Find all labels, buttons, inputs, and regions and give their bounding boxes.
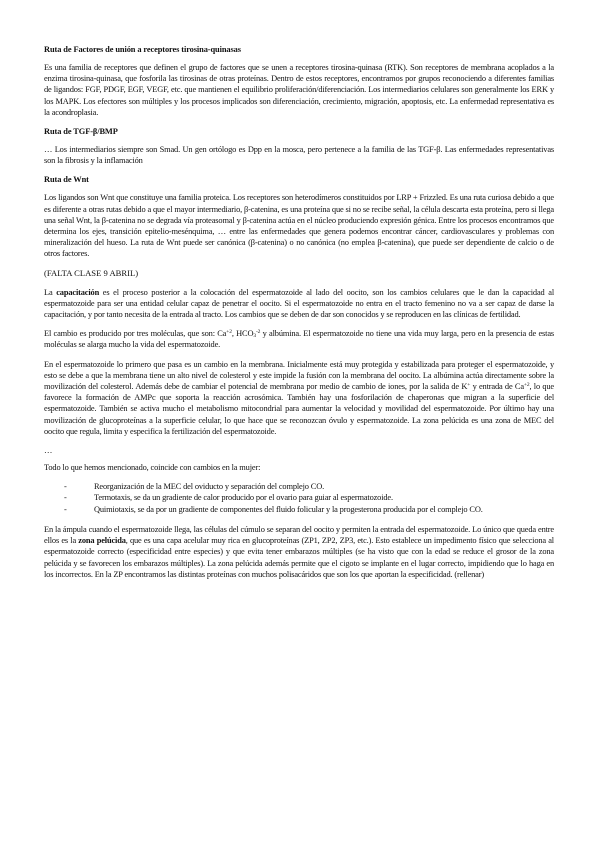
- zona-text: , que es una capa acelular muy rica en glucoproteínas (ZP1, ZP2, ZP3, etc.). Esto establece un impedimento físico que selecciona al espermatozoide correcto (especificidad entre especies) y que evita tener embarazos múltiples (se ha visto que con la edad se reduce el grosor de la zona pelúcida y se favorecen los embarazos múltiples). La zona pelúcida además permite que el cigoto se implante en el lugar correcto, impidiendo que lo haga en los incorrectos. En la ZP encontramos las distintas proteínas con muchos polisacáridos que son los que aportan la especificidad. (rellenar): [44, 536, 554, 579]
- zona-lead: En la ámpula cuando el espermatozoide llega, las células del cúmulo se separan del oocito y permiten la entrada del espermatozoide. Lo único que queda entre ellos es la: [44, 524, 554, 546]
- bicarbonate-charge: -2: [255, 329, 261, 336]
- zona-term: zona pelúcida: [78, 536, 126, 546]
- paragraph-tyrosine-kinase: Es una familia de receptores que definen el grupo de factores que se unen a receptores tirosina-quinasa (RTK). Son receptores de membrana acoplados a la enzima tirosina-quinasa, que fosforila las tirosinas de otras proteínas. Dentro de estos receptores, encontramos por grupos reconociendo a diferentes familias de ligandos: FGF, PDGF, EGF, VEGF, etc. que mantienen el equilibrio proliferación/diferenciación. Los intermediarios celulares son generalmente los ERK y los MAPK. Los efectores son múltiples y los procesos implicados son diferenciación, crecimiento, migración, apoptosis, etc. La enfermedad representativa es la acondroplasia.: [44, 63, 554, 117]
- paragraph-membrane: [44, 359, 554, 437]
- changes-list: [44, 481, 554, 515]
- heading-wnt: Ruta de Wnt: [44, 175, 89, 185]
- paragraph-tgf-beta: … Los intermediarios siempre son Smad. Un gen ortólogo es Dpp en la mosca, pero pertenece a la familia de las TGF-β. Las enfermedades representativas son la fibrosis y la inflamación: [44, 145, 554, 166]
- paragraph-molecules: [44, 328, 554, 350]
- molecules-text: y albúmina. El espermatozoide no tiene una vida muy larga, pero en la presencia de estas moléculas se alarga mucho la vida del espermatozoide.: [44, 329, 554, 350]
- capacitation-lead: La: [44, 287, 57, 297]
- list-item-text: Reorganización de la MEC del oviducto y separación del complejo CO.: [94, 482, 325, 492]
- capacitation-term: capacitación: [56, 287, 100, 297]
- ellipsis: …: [44, 446, 53, 456]
- membrane-text-2: y entrada de Ca: [470, 382, 524, 392]
- calcium-charge-2: +2: [523, 382, 530, 389]
- missing-class-note: (FALTA CLASE 9 ABRIL): [44, 267, 139, 278]
- heading-tgf-beta: Ruta de TGF-β/BMP: [44, 127, 118, 137]
- calcium-charge: +2: [226, 329, 232, 336]
- membrane-text-1: En el espermatozoide lo primero que pasa es un cambio en la membrana. Inicialmente está muy protegida y estabilizada para proteger el espermatozoide, y esto se debe a que la membrana tiene un alto nivel de colesterol y este impide la fusión con la membrana del oocito. La albúmina actúa directamente sobre la movilización del colesterol. Además debe de cambiar el potencial de membrana por medio de cambio de iones, por la salida de K: [44, 359, 554, 392]
- bullet-dash: -: [64, 482, 67, 492]
- bullet-dash: -: [64, 504, 67, 514]
- heading-tyrosine-kinase: Ruta de Factores de unión a receptores tirosina-quinasas: [44, 45, 241, 54]
- capacitation-text: es el proceso posterior a la colocación del espermatozoide al lado del oocito, son los cambios celulares que le dan la capacidad al espermatozoide para ser una entidad celular capaz de penetrar el oocito. Si el espermatozoide no entra en el tracto femenino no va a ser capaz de darse la capacitación, y por tanto necesita de la entrada al tracto. Los cambios que se deben de dar son conocidos y se reproducen en las clínicas de fertilidad.: [44, 287, 554, 320]
- list-item-text: Quimiotaxis, se da por un gradiente de componentes del fluido folicular y la progesterona producida por el complejo CO.: [94, 504, 483, 514]
- membrane-text-3: , lo que favorece la formación de AMPc que soporta la reacción acrosómica. También hay una fosforilación de chaperonas que migran a la superficie del espermatozoide. También se activa mucho el metabolismo mitocondrial para aumentar la velocidad y movilidad del espermatozoide. Por último hay una movilización de glucoproteínas a la superficie celular, lo que hace que se reconozcan óvulo y espermatozoide. La zona pelúcida es una zona de MEC del oocito que regula, limita y especifica la fertilización del espermatozoide.: [44, 382, 554, 436]
- list-intro: Todo lo que hemos mencionado, coincide con cambios en la mujer:: [44, 463, 261, 473]
- paragraph-wnt: Los ligandos son Wnt que constituye una familia proteica. Los receptores son heterodímeros constituidos por LRP + Frizzled. Es una ruta curiosa debido a que es diferente a otras rutas debido a que el mayor intermediario, β-catenina, es una proteína que si no se recibe señal, la célula descarta esta proteína, pero si llega una señal Wnt, la β-catenina no se degrada vía proteasomal y β-catenina actúa en el núcleo produciendo expresión génica. Entre los procesos encontramos que determina los ejes, transición epitelio-mesénquima, … entre las enfermedades que genera podemos encontrar cáncer, cardiovasculares y problemas con mineralización del hueso. La ruta de Wnt puede ser canónica (β-catenina) o no canónica (no emplea β-catenina), que puede ser dependiente de calcio o de otros factores.: [44, 193, 554, 259]
- bicarbonate-label: , HCO: [231, 329, 254, 339]
- molecules-lead: El cambio es producido por tres moléculas, que son: Ca: [44, 329, 227, 339]
- list-item: [64, 504, 554, 515]
- potassium-charge: +: [467, 382, 471, 389]
- list-item: [64, 481, 554, 492]
- paragraph-zona-pelucida: [44, 524, 554, 580]
- bicarbonate-subscript: 3: [253, 333, 256, 340]
- bullet-dash: -: [64, 493, 67, 503]
- list-item-text: Termotaxis, se da un gradiente de calor producido por el ovario para guiar al espermatozoide.: [94, 493, 393, 503]
- list-item: [64, 492, 554, 503]
- paragraph-capacitation: [44, 287, 554, 321]
